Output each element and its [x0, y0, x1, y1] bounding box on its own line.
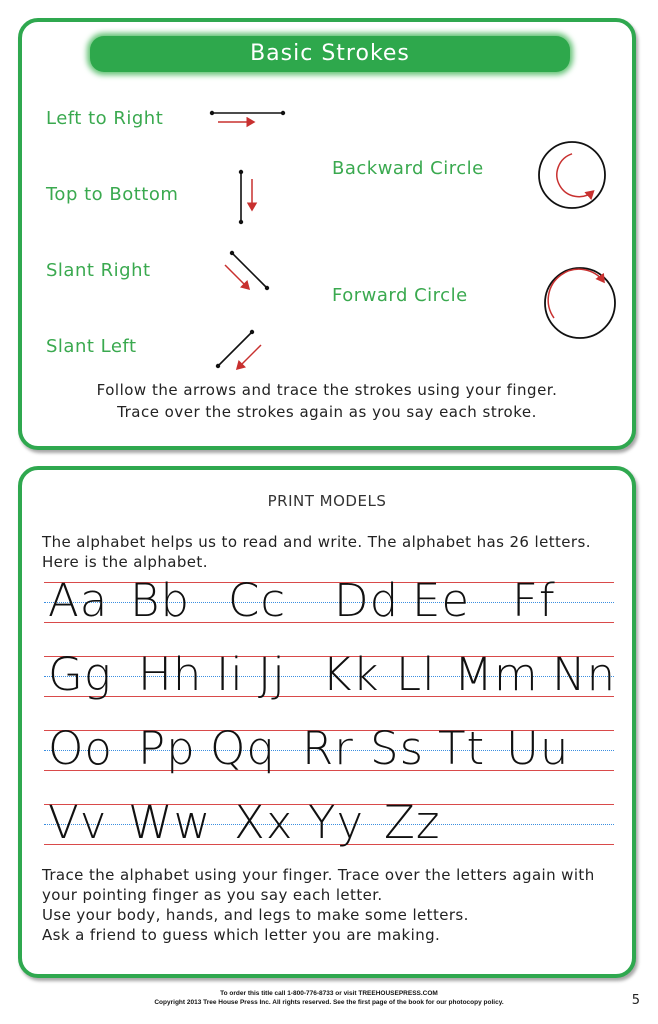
- slant-left-stroke-icon: [216, 330, 261, 369]
- letter-pair: Bb: [130, 574, 191, 627]
- alphabet-row-2: [44, 648, 617, 701]
- letter-pair: Cc: [228, 574, 287, 627]
- label-top-to-bottom: Top to Bottom: [46, 184, 179, 205]
- letter-pair: Mm: [454, 648, 539, 701]
- footer-instruction-line-3: Use your body, hands, and legs to make some letters.: [42, 906, 469, 924]
- alphabet-row-3: [44, 722, 614, 775]
- alphabet-row-4: [44, 796, 614, 849]
- letter-pair: Aa: [48, 574, 109, 627]
- stroke-instructions-line-1: Follow the arrows and trace the strokes using your finger.: [96, 381, 558, 399]
- footer-instruction-line-2: your pointing finger as you say each letter.: [42, 886, 383, 904]
- label-slant-left: Slant Left: [46, 336, 137, 357]
- copyright-text: Copyright 2013 Tree House Press Inc. All rights reserved. See the first page of the book for our photocopy policy.: [154, 999, 504, 1006]
- alphabet-row-1: [44, 574, 614, 627]
- print-models-title: PRINT MODELS: [267, 492, 387, 510]
- letter-pair: Xx: [234, 796, 294, 849]
- label-slant-right: Slant Right: [46, 260, 151, 281]
- letter-pair: Vv: [48, 796, 108, 849]
- top-to-bottom-stroke-icon: [239, 170, 252, 224]
- footer-instruction-line-1: Trace the alphabet using your finger. Trace over the letters again with: [42, 866, 595, 884]
- print-models-panel: [18, 466, 636, 978]
- letter-pair: Qq: [210, 722, 276, 775]
- letter-pair: Rr: [302, 722, 354, 775]
- letter-pair: Dd: [334, 574, 400, 627]
- footer-instruction-line-4: Ask a friend to guess which letter you are making.: [42, 926, 441, 944]
- letter-pair: Ii: [216, 648, 244, 701]
- letter-pair: Tt: [438, 722, 486, 775]
- intro-line-2: Here is the alphabet.: [42, 553, 208, 571]
- stroke-instructions-line-2: Trace over the strokes again as you say each stroke.: [117, 403, 537, 421]
- backward-circle-stroke-icon: [539, 142, 605, 208]
- intro-line-1: The alphabet helps us to read and write. The alphabet has 26 letters.: [42, 533, 591, 551]
- order-info-text: To order this title call 1-800-776-8733 or visit TREEHOUSEPRESS.COM: [220, 990, 438, 997]
- label-left-to-right: Left to Right: [46, 108, 164, 129]
- letter-pair: Ff: [512, 574, 556, 627]
- letter-pair: Jj: [258, 648, 286, 701]
- letter-pair: Ee: [412, 574, 471, 627]
- letter-pair: Hh: [138, 648, 203, 701]
- letter-pair: Pp: [138, 722, 196, 775]
- letter-pair: Nn: [552, 648, 617, 701]
- letter-pair: Ss: [370, 722, 425, 775]
- left-to-right-stroke-icon: [210, 111, 285, 122]
- label-backward-circle: Backward Circle: [332, 158, 484, 179]
- letter-pair: Ll: [396, 648, 436, 701]
- letter-pair: Oo: [48, 722, 113, 775]
- letter-pair: Uu: [506, 722, 570, 775]
- page-number: 5: [631, 993, 640, 1008]
- label-forward-circle: Forward Circle: [332, 285, 468, 306]
- letter-pair: Zz: [384, 796, 441, 849]
- basic-strokes-title: Basic Strokes: [90, 36, 570, 72]
- letter-pair: Kk: [322, 648, 380, 701]
- slant-right-stroke-icon: [225, 251, 269, 290]
- letter-pair: Gg: [48, 648, 112, 701]
- basic-strokes-panel: [18, 18, 636, 450]
- letter-pair: Ww: [128, 796, 212, 849]
- forward-circle-stroke-icon: [545, 268, 615, 338]
- letter-pair: Yy: [308, 796, 365, 849]
